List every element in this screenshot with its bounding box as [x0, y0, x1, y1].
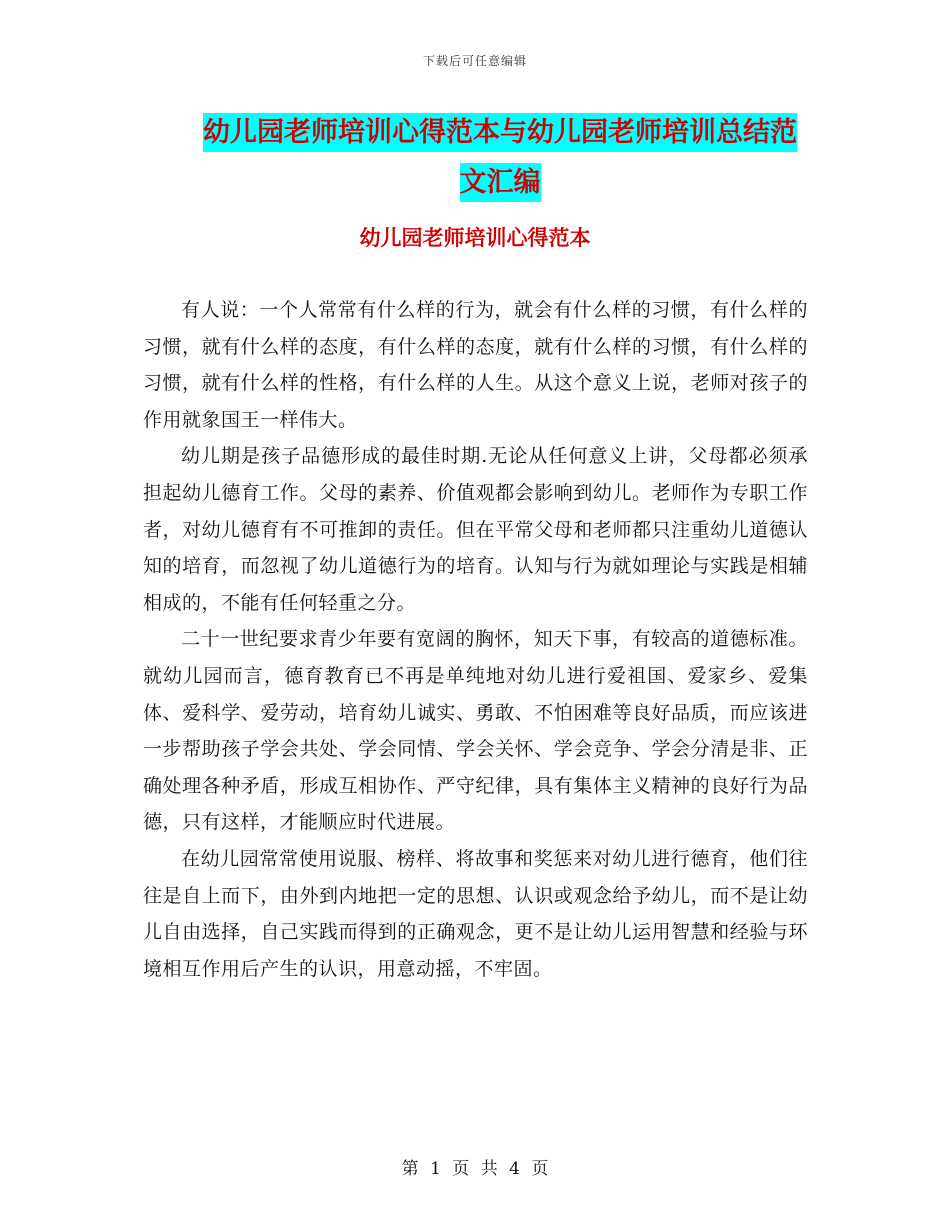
document-body: [143, 292, 808, 987]
header-note: 下载后可任意编辑: [422, 54, 527, 68]
document-title: [190, 108, 810, 208]
section-title: 幼儿园老师培训心得范本: [359, 226, 591, 250]
paragraph: 有人说：一个人常常有什么样的行为，就会有什么样的习惯，有什么样的习惯，就有什么样的态度，有什么样的态度，就有什么样的习惯，有什么样的习惯，就有什么样的性格，有什么样的人生。从这个意义上说，老师对孩子的作用就象国王一样伟大。: [143, 299, 808, 431]
page-number-footer: 第 1 页 共 4 页: [401, 1159, 549, 1179]
paragraph: 幼儿期是孩子品德形成的最佳时期.无论从任何意义上讲，父母都必须承担起幼儿德育工作。父母的素养、价值观都会影响到幼儿。老师作为专职工作者，对幼儿德育有不可推卸的责任。但在平常父母和老师都只注重幼儿道德认知的培育，而忽视了幼儿道德行为的培育。认知与行为就如理论与实践是相辅相成的，不能有任何轻重之分。: [143, 445, 808, 614]
paragraph: 在幼儿园常常使用说服、榜样、将故事和奖惩来对幼儿进行德育，他们往往是自上而下，由外到内地把一定的思想、认识或观念给予幼儿，而不是让幼儿自由选择，自己实践而得到的正确观念，更不是让幼儿运用智慧和经验与环境相互作用后产生的认识，用意动摇，不牢固。: [143, 847, 808, 980]
document-title-text: 幼儿园老师培训心得范本与幼儿园老师培训总结范文汇编: [203, 113, 797, 202]
paragraph: 二十一世纪要求青少年要有宽阔的胸怀，知天下事，有较高的道德标准。就幼儿园而言，德育教育已不再是单纯地对幼儿进行爱祖国、爱家乡、爱集体、爱科学、爱劳动，培育幼儿诚实、勇敢、不怕困难等良好品质，而应该进一步帮助孩子学会共处、学会同情、学会关怀、学会竞争、学会分清是非、正确处理各种矛盾，形成互相协作、严守纪律，具有集体主义精神的良好行为品德，只有这样，才能顺应时代进展。: [143, 628, 808, 834]
